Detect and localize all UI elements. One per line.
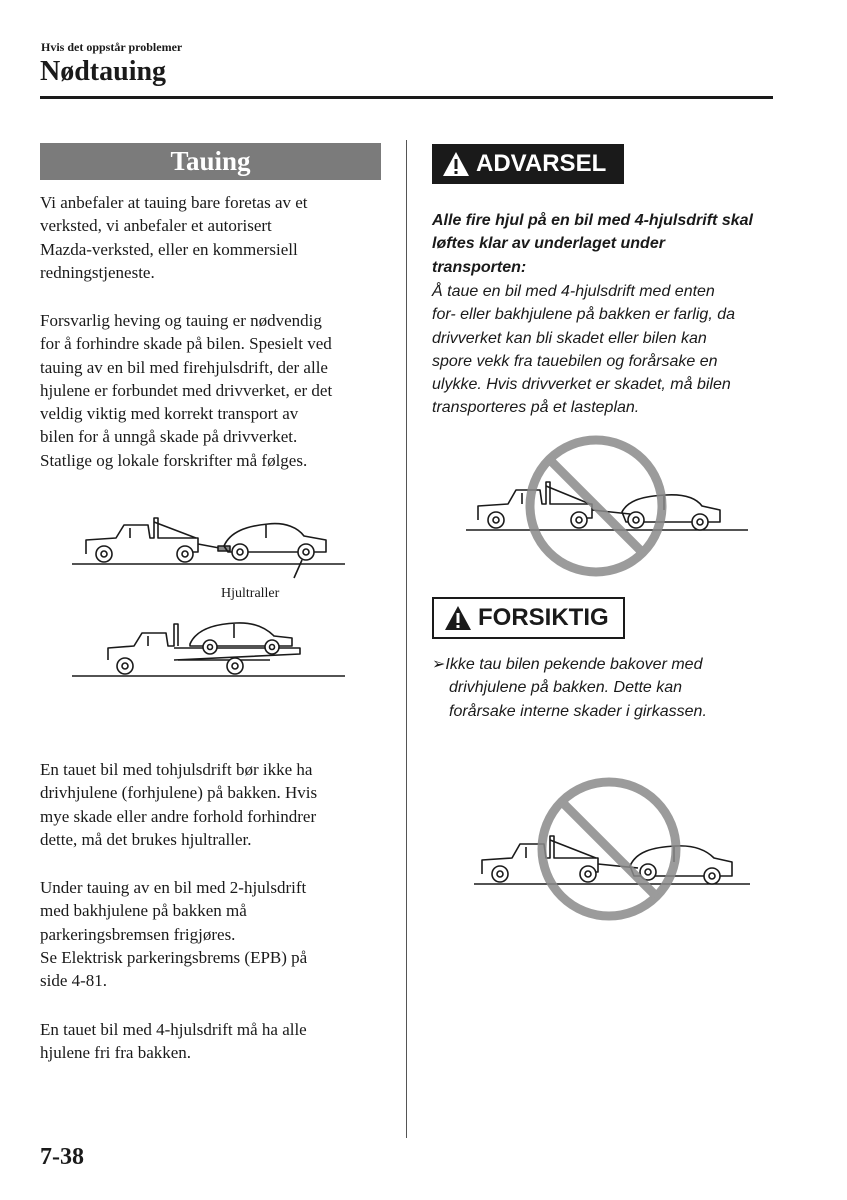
text-line: dette, må det brukes hjultraller. xyxy=(40,829,252,849)
text-line: transporteres på et lasteplan. xyxy=(432,399,640,417)
text-line: løftes klar av underlaget under xyxy=(432,235,665,253)
paragraph-proper-towing xyxy=(40,309,390,472)
text-line: transporten: xyxy=(432,258,527,276)
warning-heading xyxy=(432,209,753,279)
warning-label: ADVARSEL xyxy=(476,150,607,177)
text-line: Å taue en bil med 4-hjulsdrift med enten xyxy=(432,283,715,300)
text-line: En tauet bil med 4-hjulsdrift må ha alle xyxy=(40,1020,307,1039)
text-line: side 4-81. xyxy=(40,971,108,991)
text-line: med bakhjulene på bakken må xyxy=(40,901,247,921)
warning-body xyxy=(432,280,735,420)
warning-label-box xyxy=(432,144,624,184)
text-line: drivhjulene (forhjulene) på bakken. Hvis xyxy=(40,783,318,803)
paragraph-two-wheel-drive xyxy=(40,758,390,851)
warning-triangle-icon xyxy=(442,151,470,177)
prohibited-towing-illustration-1 xyxy=(462,432,752,582)
text-line: veldig viktig med korrekt transport av xyxy=(40,404,299,424)
page-title: Nødtauing xyxy=(40,56,167,87)
caution-label-box xyxy=(432,597,625,639)
flatbed-illustration xyxy=(70,616,350,680)
text-line: mye skade eller andre forhold forhindrer xyxy=(40,806,317,826)
text-line: verksted, vi anbefaler et autorisert xyxy=(40,216,272,236)
text-line: hjulene er forbundet med drivverket, er det xyxy=(40,380,333,400)
page-number: 7-38 xyxy=(40,1144,84,1170)
text-line: ulykke. Hvis drivverket er skadet, må bilen xyxy=(432,376,731,394)
text-line: Ikke tau bilen pekende bakover med xyxy=(445,656,703,673)
tow-dolly-illustration xyxy=(70,508,350,580)
text-line: forårsake interne skader i girkassen. xyxy=(449,702,707,720)
header-rule xyxy=(40,96,773,99)
text-line: for- eller bakhjulene på bakken er farlig, da xyxy=(432,306,735,324)
text-line: parkeringsbremsen frigjøres. xyxy=(40,924,236,944)
caution-text xyxy=(432,653,707,723)
paragraph-four-wheel-drive xyxy=(40,1018,390,1065)
paragraph-recommendation xyxy=(40,191,390,284)
text-line: hjulene fri fra bakken. xyxy=(40,1043,192,1063)
text-line: Under tauing av en bil med 2-hjulsdrift xyxy=(40,878,307,897)
section-heading-tauing: Tauing xyxy=(40,143,381,180)
text-line: redningstjeneste. xyxy=(40,262,155,282)
text-line: Se Elektrisk parkeringsbrems (EPB) på xyxy=(40,947,308,967)
text-line: Statlige og lokale forskrifter må følges. xyxy=(40,450,308,470)
text-line: Alle fire hjul på en bil med 4-hjulsdrift skal xyxy=(432,212,753,229)
text-line: tauing av en bil med firehjulsdrift, der alle xyxy=(40,357,328,377)
text-line: Vi anbefaler at tauing bare foretas av et xyxy=(40,193,308,212)
text-line: bilen for å unngå skade på drivverket. xyxy=(40,427,298,447)
text-line: for å forhindre skade på bilen. Spesielt ved xyxy=(40,334,332,354)
prohibited-towing-illustration-2 xyxy=(470,772,760,924)
prohibition-sign-icon xyxy=(530,440,662,572)
warning-triangle-icon xyxy=(444,605,472,631)
text-line: Mazda-verksted, eller en kommersiell xyxy=(40,239,298,259)
text-line: En tauet bil med tohjulsdrift bør ikke ha xyxy=(40,760,313,779)
text-line: spore vekk fra tauebilen og forårsake en xyxy=(432,352,718,370)
column-divider xyxy=(406,140,407,1138)
paragraph-parking-brake xyxy=(40,876,390,992)
text-line: Forsvarlig heving og tauing er nødvendig xyxy=(40,311,322,330)
caution-label: FORSIKTIG xyxy=(478,604,609,631)
section-label: Hvis det oppstår problemer xyxy=(41,40,183,54)
illustration-caption: Hjultraller xyxy=(221,586,280,601)
arrow-bullet-icon: ➢ xyxy=(432,656,446,673)
text-line: drivverket kan bli skadet eller bilen kan xyxy=(432,329,707,347)
caution-line xyxy=(432,653,707,676)
text-line: drivhjulene på bakken. Dette kan xyxy=(449,679,683,697)
